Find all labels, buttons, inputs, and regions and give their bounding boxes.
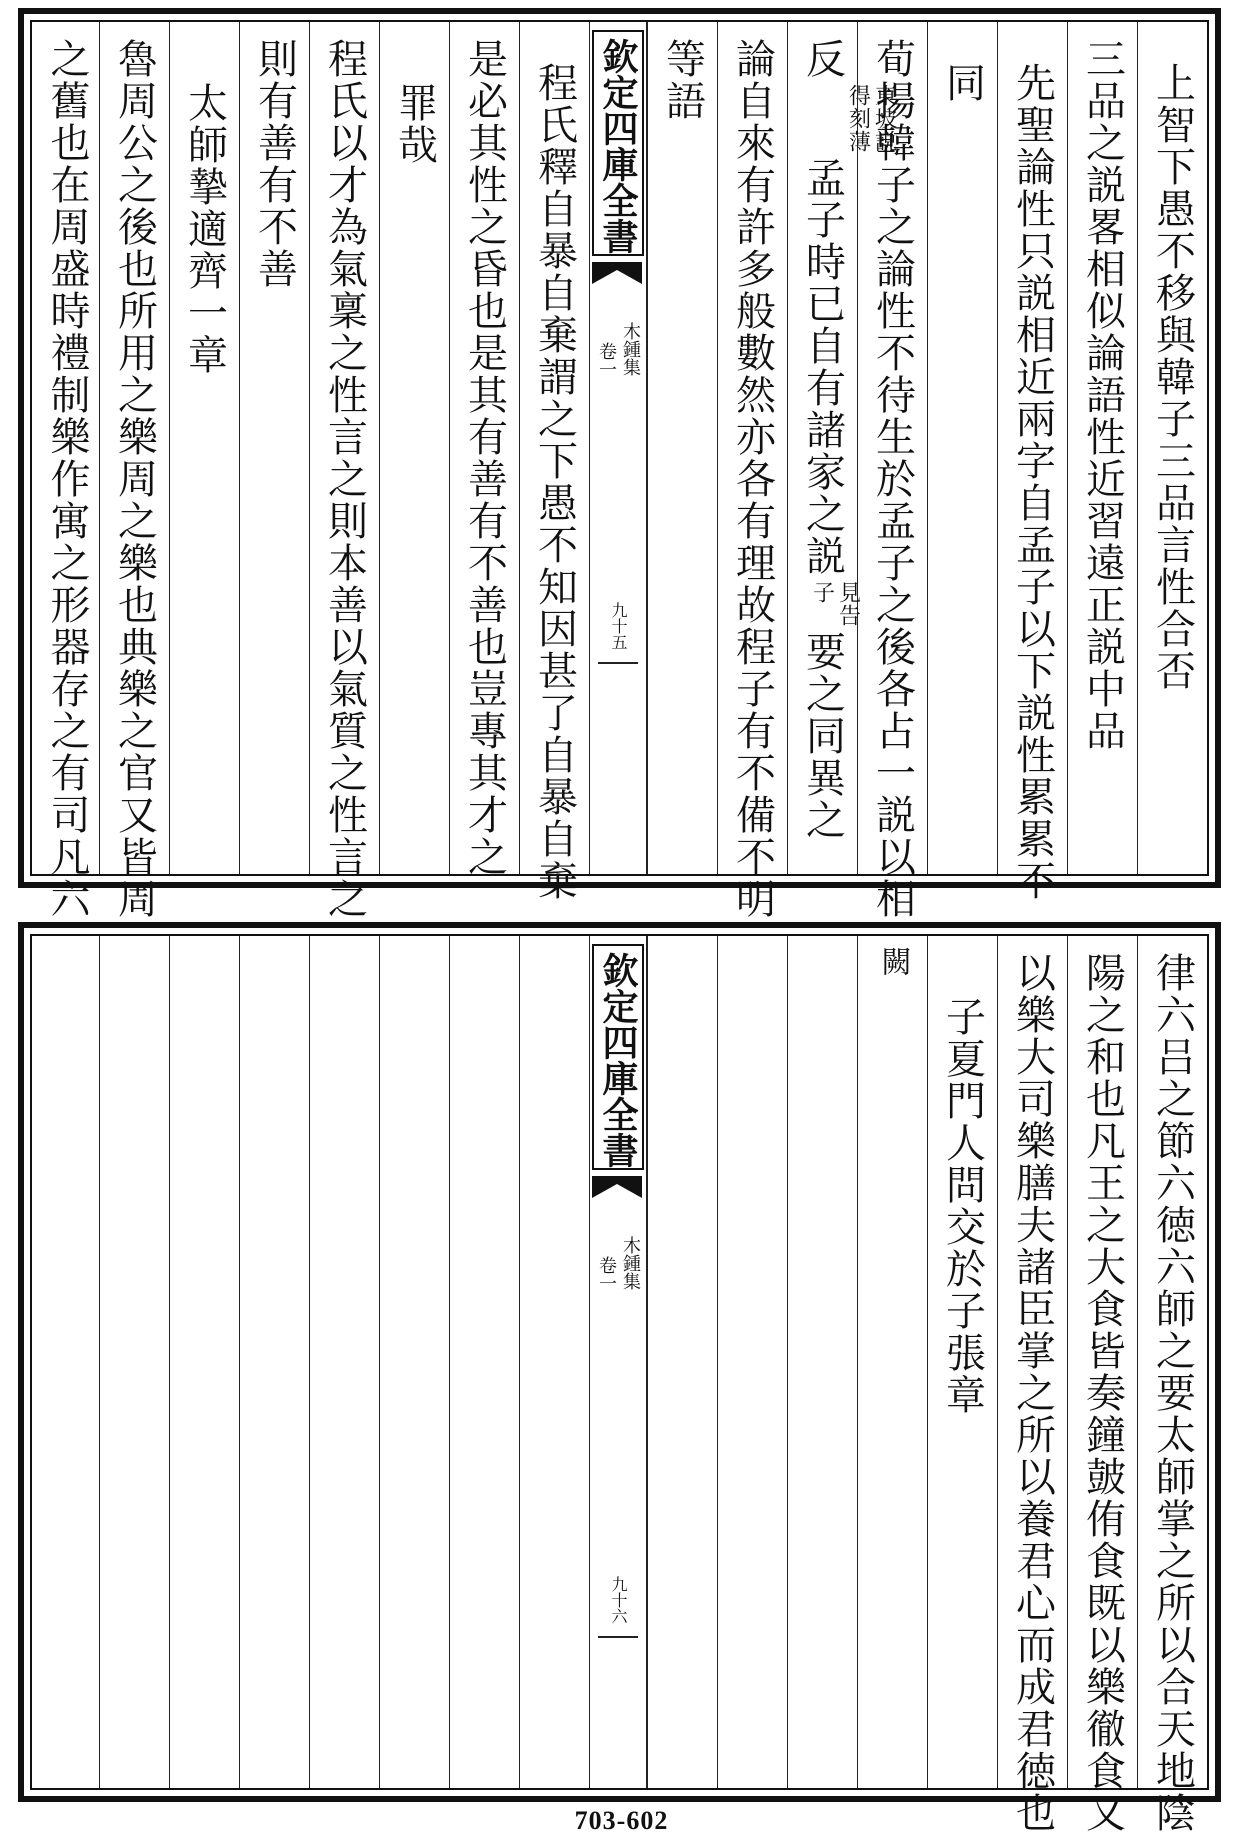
top-col-12-text: 程氏以才為氣稟之性言之則本善以氣質之性言之 xyxy=(321,38,368,920)
bottom-col-1 xyxy=(1137,936,1207,1834)
top-col-10-text: 是必其性之昏也是其有善有不善也豈專其才之 xyxy=(461,38,508,878)
note-gaozi-line-2: 子 xyxy=(809,581,835,604)
note-dongpo-line-1: 東坡説 xyxy=(871,84,897,153)
top-col-3-text: 先聖論性只説相近兩字自孟子以下説性累累不 xyxy=(1009,62,1056,902)
top-col-10 xyxy=(449,22,519,878)
bottom-col-2 xyxy=(1067,936,1137,1834)
top-col-2-text: 三品之説畧相似論語性近習遠正説中品 xyxy=(1079,38,1126,752)
bottom-col-5 xyxy=(857,936,927,1788)
bottom-col-3-text: 以樂大司樂膳夫諸臣掌之所以養君心而成君徳也 xyxy=(1009,952,1056,1834)
top-col-12 xyxy=(309,22,379,920)
top-col-14 xyxy=(169,22,239,874)
bottom-col-1-text: 律六吕之節六徳六師之要太師掌之所以合天地陰 xyxy=(1149,952,1196,1834)
top-col-11-text: 罪哉 xyxy=(391,82,438,166)
bottom-book-title: 欽定四庫全書 xyxy=(592,944,644,1170)
top-page-number: 九十五 xyxy=(609,602,628,650)
page-top xyxy=(18,8,1221,920)
top-col-13 xyxy=(239,22,309,874)
top-col-3 xyxy=(997,22,1067,902)
top-fishtail-icon xyxy=(592,262,642,284)
top-book-name: 木鍾集 xyxy=(620,322,641,376)
top-col-15 xyxy=(99,22,169,920)
top-col-14-text: 太師摯適齊一章 xyxy=(181,82,228,376)
top-col-6-fan: 反 xyxy=(799,38,846,80)
top-col-9-text: 程氏釋自暴自棄謂之下愚不知因甚了自暴自棄 xyxy=(531,62,578,902)
top-col-2 xyxy=(1067,22,1137,874)
top-book-info xyxy=(590,322,646,378)
bottom-col-8 xyxy=(647,936,717,1788)
bottom-col-14 xyxy=(169,936,239,1788)
top-col-15-text: 魯周公之後也所用之樂周之樂也典樂之官又皆周 xyxy=(111,38,158,920)
bottom-col-5-text: 闕 xyxy=(875,946,911,978)
top-col-7-text: 論自來有許多般數然亦各有理故程子有不備不明 xyxy=(729,38,776,920)
top-col-1-text: 上智下愚不移與韓子三品言性合否 xyxy=(1149,62,1196,692)
top-col-8-text: 等語 xyxy=(659,38,706,122)
top-book-title: 欽定四庫全書 xyxy=(592,30,644,256)
bottom-page-number: 九十六 xyxy=(609,1576,628,1624)
top-col-6-mengzi: 孟子時已自有諸家之説 xyxy=(799,157,846,577)
page-top-frame xyxy=(30,20,1209,920)
top-col-16-text: 之舊也在周盛時禮制樂作寓之形器存之有司凡六 xyxy=(44,38,90,920)
top-center-fold xyxy=(589,22,647,874)
bottom-col-11 xyxy=(379,936,449,1788)
top-col-4-text: 同 xyxy=(939,62,986,104)
bottom-book-name: 木鍾集 xyxy=(620,1236,641,1290)
note-dongpo-line-2: 得刻薄 xyxy=(845,84,871,153)
bottom-book-info xyxy=(590,1236,646,1292)
top-col-1 xyxy=(1137,22,1207,874)
bottom-center-fold xyxy=(589,936,647,1788)
bottom-col-13 xyxy=(239,936,309,1788)
bottom-col-16 xyxy=(32,936,102,1788)
bottom-col-3 xyxy=(997,936,1067,1834)
bottom-col-12 xyxy=(309,936,379,1788)
bottom-col-4-text: 子夏門人問交於子張章 xyxy=(939,996,986,1416)
bottom-col-6 xyxy=(787,936,857,1788)
note-gaozi-line-1: 見告 xyxy=(835,581,861,627)
top-fold-line xyxy=(598,662,638,664)
top-col-4 xyxy=(927,22,997,874)
bottom-col-4 xyxy=(927,936,997,1788)
note-gaozi xyxy=(786,581,860,627)
bottom-col-15 xyxy=(99,936,169,1788)
bottom-volume: 卷一 xyxy=(596,1256,617,1292)
top-col-5-text: 荀揚韓子之論性不待生於孟子之後各占一説以相 xyxy=(869,38,916,920)
top-col-11 xyxy=(379,22,449,874)
top-col-9 xyxy=(519,22,589,902)
bottom-col-7 xyxy=(717,936,787,1788)
bottom-col-2-text: 陽之和也凡王之大食皆奏鐘皷侑食既以樂徹食又 xyxy=(1079,952,1126,1834)
top-col-6-yaozhi: 要之同異之 xyxy=(799,631,846,841)
top-volume: 卷一 xyxy=(596,342,617,378)
top-col-7 xyxy=(717,22,787,920)
top-col-16 xyxy=(32,22,102,920)
top-col-13-text: 則有善有不善 xyxy=(251,38,298,290)
bottom-col-10 xyxy=(449,936,519,1788)
bottom-fishtail-icon xyxy=(592,1176,642,1198)
bottom-fold-line xyxy=(598,1636,638,1638)
top-col-8 xyxy=(647,22,717,874)
bottom-col-9 xyxy=(519,936,589,1788)
footer-page-code: 703-602 xyxy=(574,1806,669,1835)
